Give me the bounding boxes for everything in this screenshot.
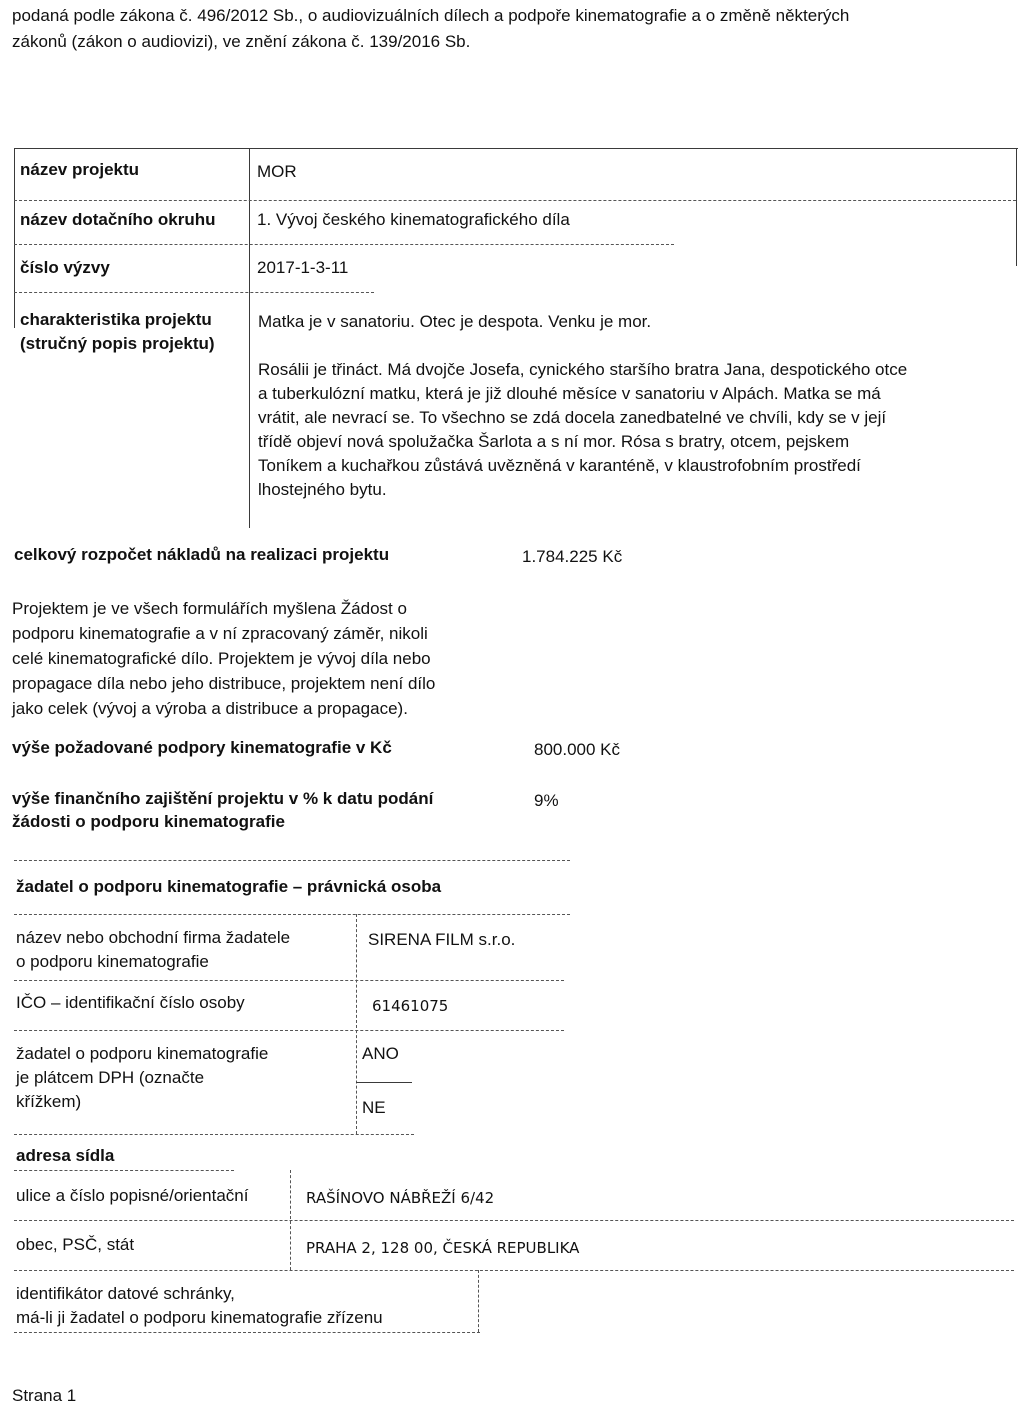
budget-value: 1.784.225 Kč bbox=[522, 547, 623, 566]
project-name-label: název projektu bbox=[20, 160, 140, 179]
project-description-line: třídě objeví nová spolužačka Šarlota a s ní mor. Rósa s bratry, otcem, pejskem bbox=[258, 432, 850, 451]
project-description-label-2: (stručný popis projektu) bbox=[20, 334, 215, 353]
address-section-title: adresa sídla bbox=[16, 1146, 115, 1165]
budget-label: celkový rozpočet nákladů na realizaci projektu bbox=[14, 545, 390, 564]
header-line-1: podaná podle zákona č. 496/2012 Sb., o audiovizuálních dílech a podpoře kinematografie a o změně některých bbox=[12, 6, 850, 25]
requested-support-value: 800.000 Kč bbox=[534, 740, 621, 759]
city-label: obec, PSČ, stát bbox=[16, 1235, 135, 1254]
note-line: celé kinematografické dílo. Projektem je vývoj díla nebo bbox=[12, 649, 431, 668]
project-name-value: MOR bbox=[257, 162, 297, 181]
vat-payer-label-2: je plátcem DPH (označte bbox=[16, 1068, 205, 1087]
financing-label-2: žádosti o podporu kinematografie bbox=[12, 812, 285, 831]
vat-payer-label-3: křížkem) bbox=[16, 1092, 82, 1111]
ico-value: 61461075 bbox=[372, 997, 449, 1015]
grant-area-value: 1. Vývoj českého kinematografického díla bbox=[257, 210, 570, 229]
project-description-line: Rosálii je třináct. Má dvojče Josefa, cynického staršího bratra Jana, despotického otce bbox=[258, 360, 908, 379]
street-label: ulice a číslo popisné/orientační bbox=[16, 1186, 249, 1205]
applicant-name-label-1: název nebo obchodní firma žadatele bbox=[16, 928, 291, 947]
requested-support-label: výše požadované podpory kinematografie v Kč bbox=[12, 738, 392, 757]
note-line: propagace díla nebo jeho distribuce, projektem není dílo bbox=[12, 674, 436, 693]
note-line: podporu kinematografie a v ní zpracovaný záměr, nikoli bbox=[12, 624, 428, 643]
call-number-label: číslo výzvy bbox=[20, 258, 110, 277]
vat-payer-no-option[interactable]: NE bbox=[362, 1098, 386, 1117]
financing-label-1: výše finančního zajištění projektu v % k datu podání bbox=[12, 789, 434, 808]
databox-label-1: identifikátor datové schránky, bbox=[16, 1284, 235, 1303]
applicant-section-title: žadatel o podporu kinematografie – právnická osoba bbox=[16, 877, 442, 896]
city-value: PRAHA 2, 128 00, ČESKÁ REPUBLIKA bbox=[306, 1239, 580, 1257]
project-description-line: Toníkem a kuchařkou zůstává uvězněná v karanténě, v klaustrofobním prostředí bbox=[258, 456, 861, 475]
page-number: Strana 1 bbox=[12, 1386, 77, 1405]
project-description-label-1: charakteristika projektu bbox=[20, 310, 212, 329]
applicant-name-value: SIRENA FILM s.r.o. bbox=[368, 930, 516, 949]
note-line: Projektem je ve všech formulářích myšlena Žádost o bbox=[12, 599, 407, 618]
note-line: jako celek (vývoj a výroba a distribuce a propagace). bbox=[12, 699, 408, 718]
ico-label: IČO – identifikační číslo osoby bbox=[16, 993, 245, 1012]
header-line-2: zákonů (zákon o audiovizi), ve znění zákona č. 139/2016 Sb. bbox=[12, 32, 471, 51]
project-description-intro: Matka je v sanatoriu. Otec je despota. Venku je mor. bbox=[258, 312, 652, 331]
project-description-line: lhostejného bytu. bbox=[258, 480, 387, 499]
vat-payer-label-1: žadatel o podporu kinematografie bbox=[16, 1044, 269, 1063]
project-description-line: vrátit, ale nevrací se. To všechno se zdá docela zanedbatelné ve chvíli, kdy se v její bbox=[258, 408, 887, 427]
applicant-name-label-2: o podporu kinematografie bbox=[16, 952, 209, 971]
vat-payer-yes-option[interactable]: ANO bbox=[362, 1044, 399, 1063]
street-value: RAŠÍNOVO NÁBŘEŽÍ 6/42 bbox=[306, 1189, 495, 1207]
grant-area-label: název dotačního okruhu bbox=[20, 210, 216, 229]
databox-label-2: má-li ji žadatel o podporu kinematografie zřízenu bbox=[16, 1308, 383, 1327]
financing-value: 9% bbox=[534, 791, 559, 810]
call-number-value: 2017-1-3-11 bbox=[257, 258, 349, 277]
project-description-line: a tuberkulózní matku, která je již dlouhé měsíce v sanatoriu v Alpách. Matka se má bbox=[258, 384, 881, 403]
